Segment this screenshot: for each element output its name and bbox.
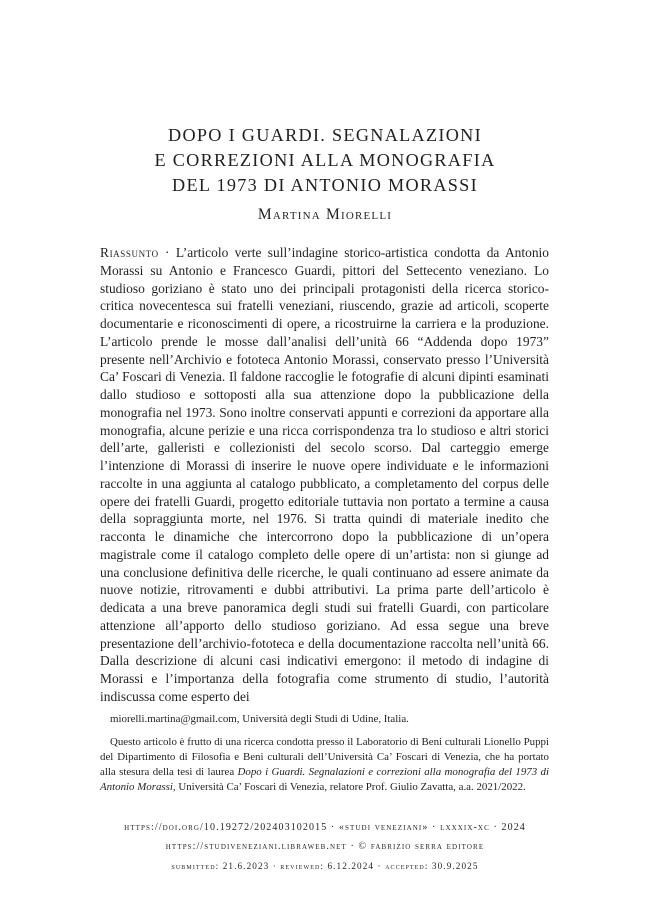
abstract-paragraph [100, 244, 549, 706]
title-line-1: DOPO I GUARDI. SEGNALAZIONI [168, 125, 482, 145]
title-line-3: DEL 1973 DI ANTONIO MORASSI [172, 175, 478, 195]
ack-text-2: , Università Ca’ Foscari di Venezia, relatore Prof. Giulio Zavatta, a.a. 2021/2022. [172, 781, 526, 793]
thesis-title: Dopo i Guardi. Segnalazioni e correzioni alla monografia del 1973 di Antonio Morassi [100, 766, 550, 793]
article-title [0, 123, 650, 198]
author-affiliation: miorelli.martina@gmail.com, Università degli Studi di Udine, Italia. [110, 713, 409, 725]
footnotes [100, 712, 549, 795]
title-line-2: E CORREZIONI ALLA MONOGRAFIA [154, 150, 496, 170]
author-name: Martina Miorelli [257, 206, 393, 223]
acknowledgement-note [100, 735, 549, 795]
abstract-separator: · [158, 245, 176, 260]
footer-doi-line: https://doi.org/10.19272/202403102015 · «studi veneziani» · lxxxix-xc · 2024 [124, 822, 526, 833]
abstract-text: L’articolo verte sull’indagine storico-artistica condotta da Antonio Morassi su Antonio e Francesco Guardi, pittori del Settecento veneziano. Lo studioso goriziano è stato uno dei principali protagonisti della ricerca storico-critica novecentesca sui fratelli veneziani, riuscendo, grazie ad articoli, scoperte documentarie e riconoscimenti di opere, a ricostruirne la carriera e la produzione. L’articolo prende le mosse dall’analisi dell’unità 66 “Addenda dopo 1973” presente nell’Archivio e fototeca Antonio Morassi, conservato presso l’Università Ca’ Foscari di Venezia. Il faldone raccoglie le fotografie di alcuni dipinti esaminati dallo studioso e sottoposti alla sua attenzione dopo la pubblicazione della monografia nel 1973. Sono inoltre conservati appunti e correzioni da apportare alla monografia, alcune perizie e una ricca corrispondenza tra lo studioso e altri storici dell’arte, galleristi e collezionisti del secolo scorso. Dal carteggio emerge l’intenzione di Morassi di inserire le nuove opere individuate e le informazioni raccolte in una aggiunta al catalogo pubblicato, a completamento del corpus delle opere dei fratelli Guardi, progetto editoriale tuttavia non portato a termine a causa della sopraggiunta morte, nel 1976. Si tratta quindi di materiale inedito che racconta le dinamiche che intercorrono dopo la pubblicazione di un’opera magistrale come il catalogo completo delle opere di un’artista: non si giunge ad una conclusione definitiva delle ricerche, le quali continuano ad essere animate da nuove notizie, ritrovamenti e dubbi attributivi. La prima parte dell’articolo è dedicata a una breve panoramica degli studi sui fratelli Guardi, con particolare attenzione all’apporto dello studioso goriziano. Ad essa segue una breve presentazione dell’archivio-fototeca e della documentazione raccolta nell’unità 66. Dalla descrizione di alcuni casi indicativi emergono: il metodo di indagine di Morassi e l’importanza della fotografia come strumento di studio, l’autorità indiscussa come esperto dei [100, 245, 549, 704]
footer-dates-line: submitted: 21.6.2023 · reviewed: 6.12.2024 · accepted: 30.9.2025 [171, 861, 479, 871]
footer-website-line: https://studiveneziani.libraweb.net · © fabrizio serra editore [165, 841, 485, 852]
ack-text-1: Questo articolo è frutto di una ricerca condotta presso il Laboratorio di Beni culturali Lionello Puppi del Dipartimento di Filosofia e Beni culturali dell’Università Ca’ Foscari di Venezia, che ha portato alla stesura della tesi di laurea [100, 736, 549, 778]
abstract-label: Riassunto [100, 245, 159, 260]
